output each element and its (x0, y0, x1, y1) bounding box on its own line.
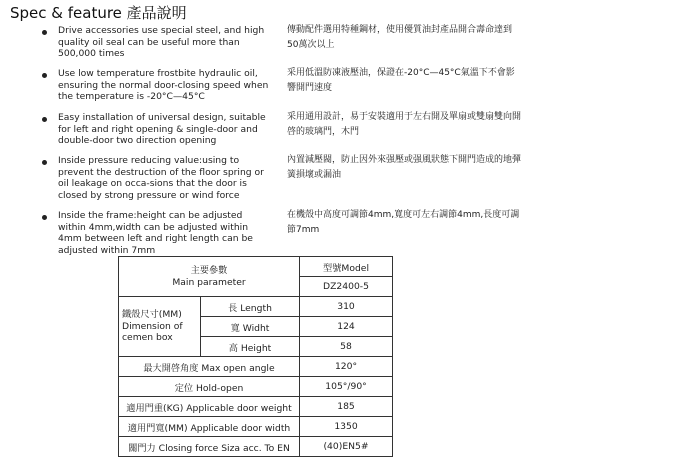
param-value: 185 (300, 397, 393, 417)
dimension-value: 58 (300, 337, 393, 357)
param-value: 105°/90° (300, 377, 393, 397)
param-label: 關門力 Closing force Siza acc. To EN (119, 437, 300, 457)
param-value: (40)EN5# (300, 437, 393, 457)
dimension-value: 124 (300, 317, 393, 337)
dimension-name: 長 Length (201, 297, 300, 317)
dimension-name: 高 Height (201, 337, 300, 357)
param-label: 定位 Hold-open (119, 377, 300, 397)
bullet-icon (42, 117, 47, 122)
dimension-label: 鐵殼尺寸(MM) Dimension of cemen box (119, 297, 201, 357)
feature-text-en: Use low temperature frostbite hydraulic oil, ensuring the normal door-closing speed when the temperature is -20°C—45°C (58, 68, 269, 102)
page-title: Spec & feature 產品說明 (10, 4, 187, 22)
param-value: 1350 (300, 417, 393, 437)
main-parameter-zh: 主要參數 (190, 264, 228, 276)
feature-text-en: Inside the frame:height can be adjusted within 4mm,width can be adjusted within 4mm between left and right length can be adjusted within 7mm (58, 210, 253, 256)
param-label: 最大開啓角度 Max open angle (119, 357, 300, 377)
dimension-value: 310 (300, 297, 393, 317)
model-header: 型號Model (300, 257, 393, 277)
feature-text-en: Easy installation of universal design, suitable for left and right opening & single-door and double-door two direction opening (58, 112, 266, 146)
dimension-name: 寬 Widht (201, 317, 300, 337)
feature-text-en: Drive accessories use special steel, and high quality oil seal can be useful more than 500,000 times (58, 25, 265, 59)
bullet-icon (42, 160, 47, 165)
feature-text-zh: 傳動配件選用特種鋼材，使用優質油封產品開合壽命達到50萬次以上 (287, 25, 513, 50)
feature-text-zh: 內置減壓閥，防止因外來强壓或强風狀態下開門造成的地彈簧損壞或漏油 (287, 155, 522, 180)
feature-text-zh: 采用通用設計，易于安裝適用于左右開及單扇或雙扇雙向開啓的玻璃門，木門 (287, 112, 522, 137)
table-row (119, 397, 393, 417)
table-row (119, 377, 393, 397)
feature-text-zh: 采用低溫防凍液壓油，保證在-20°C—45°C氣溫下不會影響開門速度 (287, 68, 515, 93)
param-value: 120° (300, 357, 393, 377)
table-row (119, 417, 393, 437)
feature-text-en: Inside pressure reducing value:using to prevent the destruction of the floor spring or oil leakage on occa-sions that the door is closed by strong pressure or wind force (58, 155, 264, 201)
param-label: 適用門重(KG) Applicable door weight (119, 397, 300, 417)
bullet-icon (42, 73, 47, 78)
main-parameter-header (119, 257, 300, 297)
table-row (119, 357, 393, 377)
param-label: 適用門寬(MM) Applicable door width (119, 417, 300, 437)
feature-text-zh: 在機殼中高度可調節4mm,寬度可左右調節4mm,長度可調節7mm (287, 210, 520, 235)
table-row (119, 437, 393, 457)
main-parameter-en: Main parameter (172, 276, 246, 288)
model-value: DZ2400-5 (300, 277, 393, 297)
spec-table (118, 256, 393, 457)
bullet-icon (42, 215, 47, 220)
bullet-icon (42, 30, 47, 35)
table-row (119, 297, 393, 317)
table-row (119, 257, 393, 277)
